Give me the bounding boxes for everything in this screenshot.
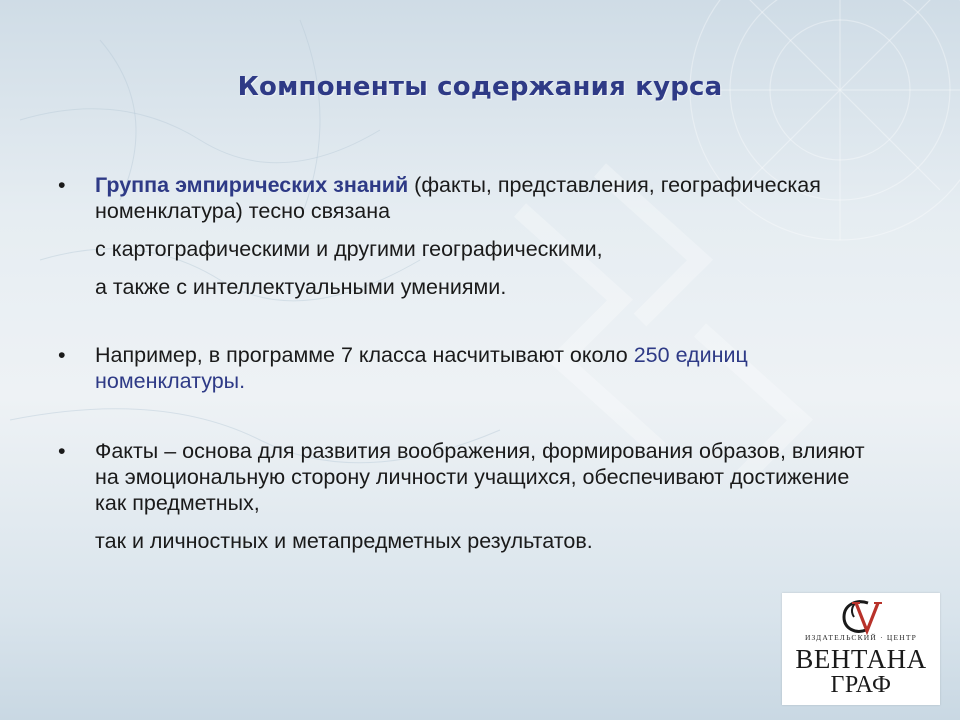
bullet-strong-text: Группа эмпирических знаний	[95, 173, 409, 197]
bullet-item	[58, 438, 878, 554]
bullet-line	[95, 236, 878, 262]
bullet-text: а также с интеллектуальными умениями.	[95, 275, 507, 299]
bullet-item	[58, 342, 878, 394]
bullet-list	[58, 172, 878, 554]
slide-title: Компоненты содержания курса	[237, 72, 723, 102]
bullet-line	[95, 438, 878, 516]
bullet-accent-text: 250 единиц номенклатуры.	[95, 343, 748, 393]
logo-subtitle: ИЗДАТЕЛЬСКИЙ · ЦЕНТР	[804, 633, 918, 642]
bullet-item	[58, 172, 878, 300]
bullet-text: (факты, представления, географическая номенклатура) тесно связана	[95, 173, 821, 223]
publisher-logo	[782, 593, 940, 705]
bullet-text: Факты – основа для развития воображения, формирования образов, влияют на эмоциональную сторону личности учащихся, обеспечивают достижение как предметных,	[95, 439, 865, 515]
bullet-line	[95, 528, 878, 554]
bullet-marker: •	[58, 173, 66, 197]
logo-name-line2: ГРАФ	[830, 672, 892, 698]
bullet-marker: •	[58, 439, 66, 463]
logo-name-line1: ВЕНТАНА	[795, 644, 927, 674]
bullet-marker: •	[58, 343, 66, 367]
bullet-text: так и личностных и метапредметных результатов.	[95, 529, 593, 553]
ventana-graf-monogram-icon	[838, 597, 884, 637]
bullet-text: с картографическими и другими географическими,	[95, 237, 603, 261]
bullet-line	[95, 172, 878, 224]
bullet-line	[95, 342, 878, 394]
bullet-text: Например, в программе 7 класса насчитывают около	[95, 343, 634, 367]
bullet-line	[95, 274, 878, 300]
